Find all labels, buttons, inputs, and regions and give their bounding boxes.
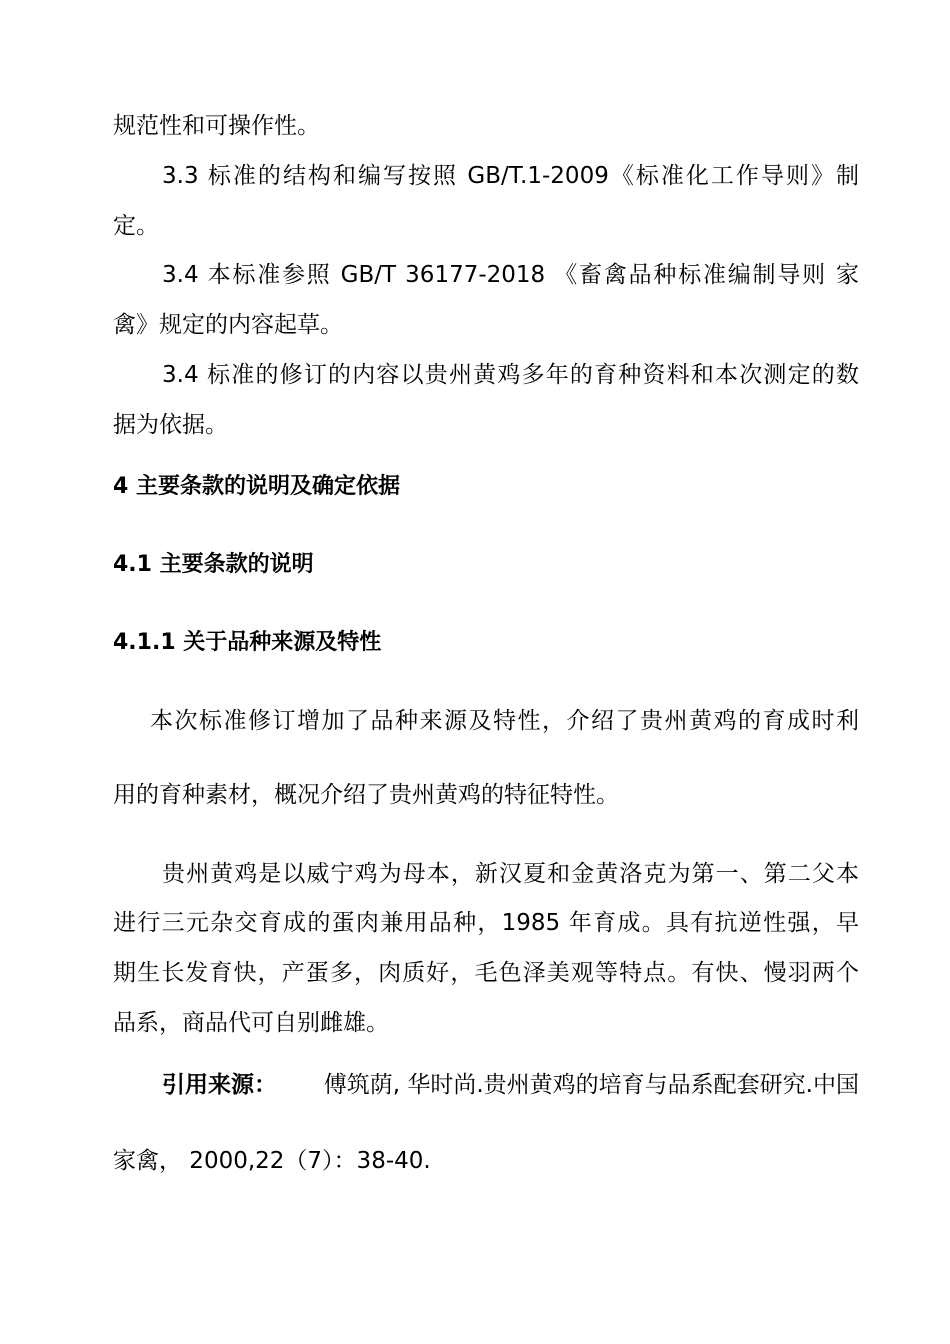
description-paragraph-line-4: 品系，商品代可自别雌雄。 xyxy=(113,1010,389,1036)
citation-reference: 傅筑荫, 华时尚.贵州黄鸡的培育与品系配套研究.中国 xyxy=(323,1072,859,1098)
heading-section-4-1-1: 4.1.1 关于品种来源及特性 xyxy=(113,630,382,655)
description-paragraph-line-2: 进行三元杂交育成的蛋肉兼用品种，1985 年育成。具有抗逆性强，早 xyxy=(113,910,859,936)
paragraph-3-4b-line-2: 据为依据。 xyxy=(113,412,228,438)
citation-line-1 xyxy=(162,1069,859,1101)
paragraph-3-4a-line-2: 禽》规定的内容起草。 xyxy=(113,312,343,338)
heading-section-4: 4 主要条款的说明及确定依据 xyxy=(113,474,400,499)
intro-paragraph-line-1: 本次标准修订增加了品种来源及特性，介绍了贵州黄鸡的育成时利 xyxy=(150,708,859,734)
citation-line-2: 家禽， 2000,22（7）：38-40. xyxy=(113,1148,431,1174)
paragraph-3-4b-line-1: 3.4 标准的修订的内容以贵州黄鸡多年的育种资料和本次测定的数 xyxy=(162,362,859,388)
paragraph-continuation: 规范性和可操作性。 xyxy=(113,113,320,139)
paragraph-3-3-line-2: 定。 xyxy=(113,213,159,239)
intro-paragraph-line-2: 用的育种素材，概况介绍了贵州黄鸡的特征特性。 xyxy=(113,782,619,808)
heading-section-4-1: 4.1 主要条款的说明 xyxy=(113,552,314,577)
description-paragraph-line-1: 贵州黄鸡是以威宁鸡为母本，新汉夏和金黄洛克为第一、第二父本 xyxy=(162,861,859,887)
paragraph-3-3-line-1: 3.3 标准的结构和编写按照 GB/T.1-2009《标准化工作导则》制 xyxy=(162,163,859,189)
citation-label: 引用来源： xyxy=(162,1072,277,1098)
description-paragraph-line-3: 期生长发育快，产蛋多，肉质好，毛色泽美观等特点。有快、慢羽两个 xyxy=(113,960,859,986)
paragraph-3-4a-line-1: 3.4 本标准参照 GB/T 36177-2018 《畜禽品种标准编制导则 家 xyxy=(162,262,859,288)
